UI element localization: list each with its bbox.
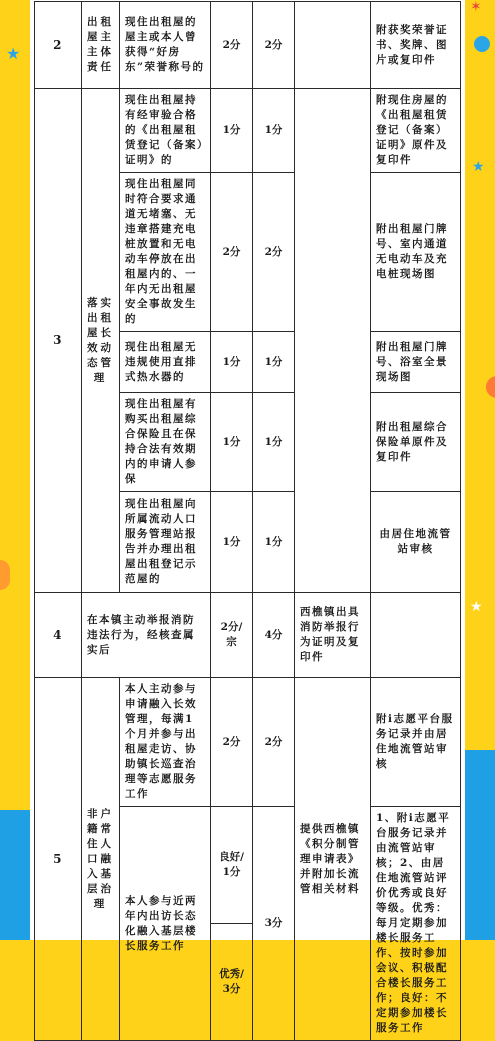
points-cell: 1分 (211, 393, 253, 492)
star-decoration-icon: ★ (6, 44, 21, 63)
content-cell: 现住出租屋同时符合要求通道无堵塞、无违章搭建充电桩放置和无电动车停放在出租屋内的、一年内无出租屋安全事故发生的 (120, 173, 211, 332)
note-cell: 附现住房屋的《出租屋租赁登记（备案）证明》原件及复印件 (371, 89, 461, 173)
note-cell (371, 593, 461, 678)
max-points-cell: 2分 (253, 678, 295, 807)
note-cell: 附获奖荣誉证书、奖牌、图片或复印件 (371, 2, 461, 89)
material-cell (295, 89, 371, 593)
left-blue-stripe (0, 810, 30, 940)
points-cell: 2分/宗 (211, 593, 253, 678)
star-decoration-icon: ★ (470, 599, 483, 615)
star-decoration-icon: ✶ (470, 0, 482, 15)
material-cell (295, 2, 371, 89)
content-cell: 本人参与近两年内出访长态化融入基层楼长服务工作 (120, 807, 211, 1041)
star-decoration-icon: ★ (472, 159, 485, 175)
note-cell: 附出租屋门牌号、浴室全景现场图 (371, 332, 461, 393)
category-cell: 非户籍常住人口融入基层治理 (82, 678, 120, 1041)
content-cell: 在本镇主动举报消防违法行为，经核查属实后 (82, 593, 211, 678)
points-cell: 2分 (211, 678, 253, 807)
max-points-cell: 1分 (253, 332, 295, 393)
row-number: 3 (35, 89, 82, 593)
max-points-cell: 1分 (253, 393, 295, 492)
row-number: 5 (35, 678, 82, 1041)
max-points-cell: 2分 (253, 2, 295, 89)
points-cell: 2分 (211, 2, 253, 89)
note-cell: 1、附i志愿平台服务记录并由流管站审核；2、由居住地流管站评价优秀或良好等级。优秀：每月定期参加楼长服务工作、按时参加会议、积极配合楼长服务工作；良好：不定期参加楼长服务工作 (371, 807, 461, 1041)
max-points-cell: 1分 (253, 89, 295, 173)
note-cell: 附i志愿平台服务记录并由居住地流管站审核 (371, 678, 461, 807)
table-row (35, 678, 461, 807)
content-cell: 本人主动参与申请融入长效管理，每满1个月并参与出租屋走访、协助镇长巡查治理等志愿服务工作 (120, 678, 211, 807)
points-cell: 2分 (211, 173, 253, 332)
content-cell: 现住出租屋的屋主或本人曾获得“好房东”荣誉称号的 (120, 2, 211, 89)
dot-decoration (0, 560, 10, 590)
points-table (34, 1, 461, 1041)
content-cell: 现住出租屋持有经审验合格的《出租屋租赁登记（备案）证明》的 (120, 89, 211, 173)
table-row (35, 2, 461, 89)
content-cell: 现住出租屋有购买出租屋综合保险且在保持合法有效期内的申请人参保 (120, 393, 211, 492)
content-cell: 现住出租屋无违规使用直排式热水器的 (120, 332, 211, 393)
row-number: 4 (35, 593, 82, 678)
content-cell: 现住出租屋向所属流动人口服务管理站报告并办理出租屋出租登记示范屋的 (120, 492, 211, 593)
material-cell: 提供西樵镇《积分制管理申请表》并附加长流管相关材料 (295, 678, 371, 1041)
note-cell: 由居住地流管站审核 (371, 492, 461, 593)
note-cell: 附出租屋综合保险单原件及复印件 (371, 393, 461, 492)
right-blue-stripe (465, 750, 495, 940)
max-points-cell: 1分 (253, 492, 295, 593)
material-cell: 西樵镇出具消防举报行为证明及复印件 (295, 593, 371, 678)
max-points-cell: 2分 (253, 173, 295, 332)
max-points-cell: 3分 (253, 807, 295, 1041)
category-cell: 落实出租屋长效动态管理 (82, 89, 120, 593)
points-cell: 1分 (211, 89, 253, 173)
grade-cell: 优秀/3分 (211, 924, 253, 1041)
note-cell: 附出租屋门牌号、室内通道无电动车及充电桩现场图 (371, 173, 461, 332)
dot-decoration (474, 36, 490, 52)
grade-cell: 良好/1分 (211, 807, 253, 924)
row-number: 2 (35, 2, 82, 89)
max-points-cell: 4分 (253, 593, 295, 678)
points-cell: 1分 (211, 332, 253, 393)
table-row (35, 593, 461, 678)
table-row (35, 89, 461, 173)
category-cell: 出租屋主主体责任 (82, 2, 120, 89)
points-cell: 1分 (211, 492, 253, 593)
dot-decoration (486, 376, 495, 398)
